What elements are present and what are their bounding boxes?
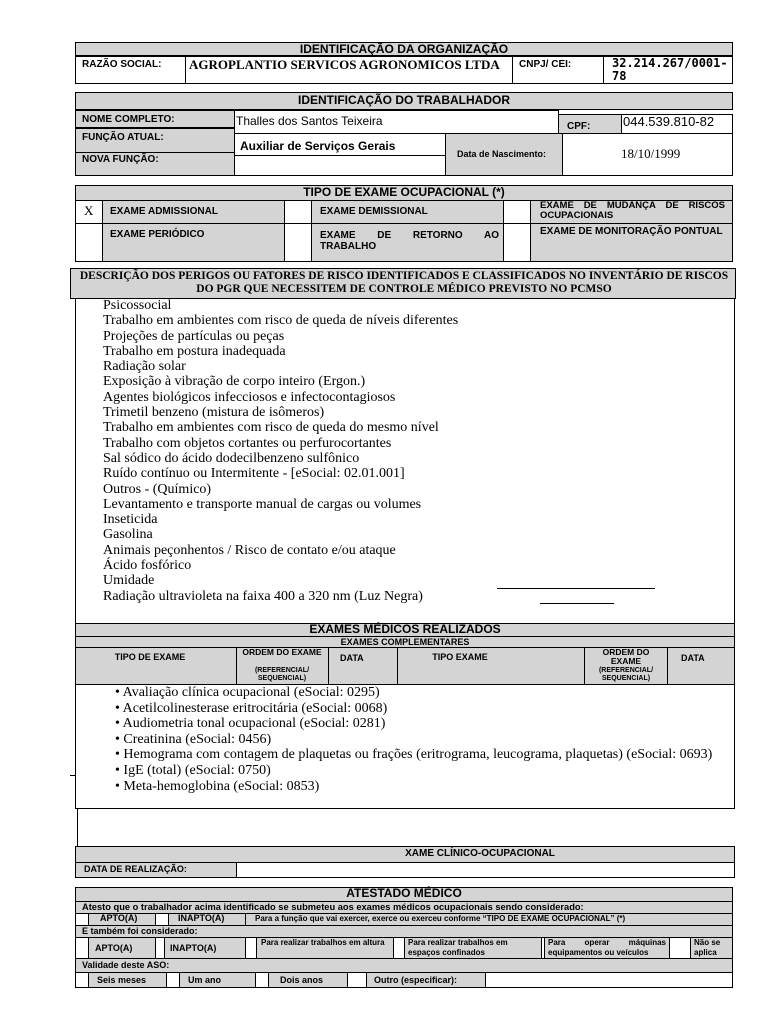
atestado-header-title: ATESTADO MÉDICO — [346, 886, 462, 900]
maquinas-label: Para operar máquinas equipamentos ou veículos — [548, 938, 666, 957]
funcao-divider — [75, 152, 235, 153]
seis-meses-label: Seis meses — [97, 975, 147, 985]
demissional-checkbox[interactable] — [284, 200, 312, 224]
inapto-label: INAPTO(A) — [178, 913, 225, 923]
risco-item: Trimetil benzeno (mistura de isômeros) — [103, 405, 325, 421]
risco-item: Animais peçonhentos / Risco de contato e/ou ataque — [103, 542, 396, 558]
demissional-label: EXAME DEMISSIONAL — [320, 206, 428, 217]
nome-value: Thalles dos Santos Teixeira — [236, 114, 383, 128]
nascimento-label: Data de Nascimento: — [457, 149, 547, 159]
col-tipo-exame-2: TIPO EXAME — [432, 652, 488, 662]
retorno-checkbox[interactable] — [284, 223, 312, 262]
complementares-label: EXAMES COMPLEMENTARES — [340, 637, 470, 647]
retorno-label: EXAME DE RETORNO AO TRABALHO — [320, 230, 499, 252]
um-ano-checkbox[interactable] — [166, 972, 180, 988]
col-ordem: ORDEM DO EXAME — [242, 647, 322, 657]
exame-item: • Avaliação clínica ocupacional (eSocial: 0295) — [115, 685, 380, 700]
risco-item: Agentes biológicos infecciosos e infectocontagiosos — [103, 389, 396, 405]
admissional-label: EXAME ADMISSIONAL — [110, 206, 218, 217]
col-ordem-sub: (REFERENCIAL/ SEQUENCIAL) — [254, 667, 310, 682]
col-ordem-2: ORDEM DO EXAME — [602, 647, 650, 666]
cnpj-value: 32.214.267/0001-78 — [612, 56, 728, 83]
monitoracao-label: EXAME DE MONITORAÇÃO PONTUAL — [540, 226, 723, 237]
margin-tick — [70, 775, 76, 776]
tipo-header-title: TIPO DE EXAME OCUPACIONAL (*) — [303, 185, 505, 199]
risco-item: Radiação ultravioleta na faixa 400 a 320 nm (Luz Negra) — [103, 588, 423, 604]
col-div-2 — [328, 647, 329, 685]
altura-label: Para realizar trabalhos em altura — [261, 938, 385, 947]
risco-item: Trabalho em ambientes com risco de queda do mesmo nível — [103, 420, 439, 436]
riscos-header-text: DESCRIÇÃO DOS PERIGOS OU FATORES DE RISCO IDENTIFICADOS E CLASSIFICADOS NO INVENTÁRIO DE RISCOS DO PGR QUE NECESSITEM DE CONTROLE MÉDICO PREVISTO NO PCMSO — [79, 270, 729, 295]
cnpj-label: CNPJ/ CEI: — [519, 59, 572, 70]
periodico-label: EXAME PERIÓDICO — [110, 229, 205, 240]
data-realizacao-label: DATA DE REALIZAÇÃO: — [84, 864, 187, 874]
risco-item: Trabalho em postura inadequada — [103, 343, 286, 359]
risco-item: Trabalho com objetos cortantes ou perfurocortantes — [103, 435, 392, 451]
signature-line — [497, 588, 655, 589]
col-data-2: DATA — [681, 653, 705, 663]
nome-label: NOME COMPLETO: — [82, 114, 175, 125]
mudanca-checkbox[interactable] — [503, 200, 531, 224]
worker-header-title: IDENTIFICAÇÃO DO TRABALHADOR — [298, 93, 510, 107]
exames-left-ext — [77, 809, 78, 847]
exame-item: • Hemograma com contagem de plaquetas ou frações (eritrograma, leucograma, plaquetas) (eSocial: 0693) — [115, 747, 713, 763]
exame-item: • IgE (total) (eSocial: 0750) — [115, 762, 271, 778]
data-realizacao-value[interactable] — [236, 862, 735, 878]
col-tipo-exame: TIPO DE EXAME — [114, 652, 186, 662]
confinados-label: Para realizar trabalhos em espaços confinados — [408, 938, 508, 957]
riscos-list — [103, 298, 458, 604]
apto2-label: APTO(A) — [95, 943, 133, 953]
signature-line-short — [540, 603, 614, 604]
um-ano-label: Um ano — [188, 975, 222, 985]
exame-item: • Acetilcolinesterase eritrocitária (eSocial: 0068) — [115, 700, 388, 716]
risco-item: Outros - (Químico) — [103, 481, 212, 497]
exames-list — [115, 685, 730, 794]
cpf-label: CPF: — [567, 121, 591, 132]
exame-item: • Creatinina (eSocial: 0456) — [115, 731, 272, 747]
cpf-value: 044.539.810-82 — [623, 114, 715, 129]
risco-item: Inseticida — [103, 512, 158, 528]
apto2-checkbox[interactable] — [75, 937, 89, 959]
nao-se-aplica-label: Não se aplica — [694, 938, 721, 957]
risco-item: Umidade — [103, 573, 155, 589]
monitoracao-checkbox[interactable] — [503, 223, 531, 262]
mudanca-label: EXAME DE MUDANÇA DE RISCOS OCUPACIONAIS — [540, 200, 725, 221]
col-div-5 — [667, 647, 668, 685]
clinico-header-title: XAME CLÍNICO-OCUPACIONAL — [405, 848, 555, 859]
atestado-texto: Atesto que o trabalhador acima identificado se submeteu aos exames médicos ocupacionais sendo considerado: — [82, 902, 584, 912]
periodico-checkbox[interactable] — [75, 223, 103, 262]
risco-item: Levantamento e transporte manual de cargas ou volumes — [103, 496, 422, 512]
exame-item: • Meta-hemoglobina (eSocial: 0853) — [115, 778, 320, 794]
funcao-value: Auxiliar de Serviços Gerais — [240, 139, 396, 153]
exames-header-title: EXAMES MÉDICOS REALIZADOS — [309, 622, 501, 636]
risco-item: Radiação solar — [103, 359, 186, 375]
riscos-left-border — [75, 299, 76, 624]
col-ordem-sub-2: (REFERENCIAL/ SEQUENCIAL) — [598, 667, 654, 682]
riscos-right-border — [734, 299, 735, 624]
nao-se-aplica-checkbox[interactable] — [669, 937, 691, 959]
razao-label: RAZÃO SOCIAL: — [82, 59, 162, 70]
funcao-texto: Para a função que vai exercer, exerce ou exerceu conforme “TIPO DE EXAME OCUPACIONAL” (*) — [255, 914, 626, 923]
risco-item: Psicossocial — [103, 298, 172, 313]
risco-item: Exposição à vibração de corpo inteiro (Ergon.) — [103, 374, 366, 390]
exame-item: • Audiometria tonal ocupacional (eSocial: 0281) — [115, 716, 386, 732]
risco-item: Gasolina — [103, 527, 153, 543]
col-div-3 — [397, 647, 398, 685]
risco-item: Sal sódico do ácido dodecilbenzeno sulfônico — [103, 450, 360, 466]
seis-meses-checkbox[interactable] — [75, 972, 89, 988]
nova-funcao-label: NOVA FUNÇÃO: — [82, 154, 159, 165]
funcao-value-divider — [234, 155, 446, 156]
col-data: DATA — [340, 653, 364, 663]
inapto2-label: INAPTO(A) — [170, 943, 217, 953]
validade-row — [75, 958, 733, 973]
outro-label: Outro (especificar): — [374, 975, 458, 985]
nascimento-value: 18/10/1999 — [621, 146, 681, 161]
risco-item: Projeções de partículas ou peças — [103, 328, 285, 344]
org-header-title: IDENTIFICAÇÃO DA ORGANIZAÇÃO — [299, 42, 509, 56]
dois-anos-checkbox[interactable] — [255, 972, 269, 988]
col-div-4 — [584, 647, 585, 685]
funcao-label: FUNÇÃO ATUAL: — [82, 132, 164, 143]
dois-anos-label: Dois anos — [280, 975, 324, 985]
col-div-1 — [236, 647, 237, 685]
validade-label: Validade deste ASO: — [82, 960, 170, 970]
risco-item: Ruído contínuo ou Intermitente - [eSocial: 02.01.001] — [103, 466, 405, 482]
razao-value: AGROPLANTIO SERVICOS AGRONOMICOS LTDA — [189, 57, 500, 72]
risco-item: Trabalho em ambientes com risco de queda de níveis diferentes — [103, 313, 459, 329]
apto-label: APTO(A) — [100, 913, 138, 923]
risco-item: Ácido fosfórico — [103, 558, 192, 574]
admissional-mark: X — [84, 203, 94, 218]
outro-checkbox[interactable] — [347, 972, 367, 988]
tambem-label: E também foi considerado: — [82, 926, 198, 936]
outro-value[interactable] — [485, 972, 733, 988]
